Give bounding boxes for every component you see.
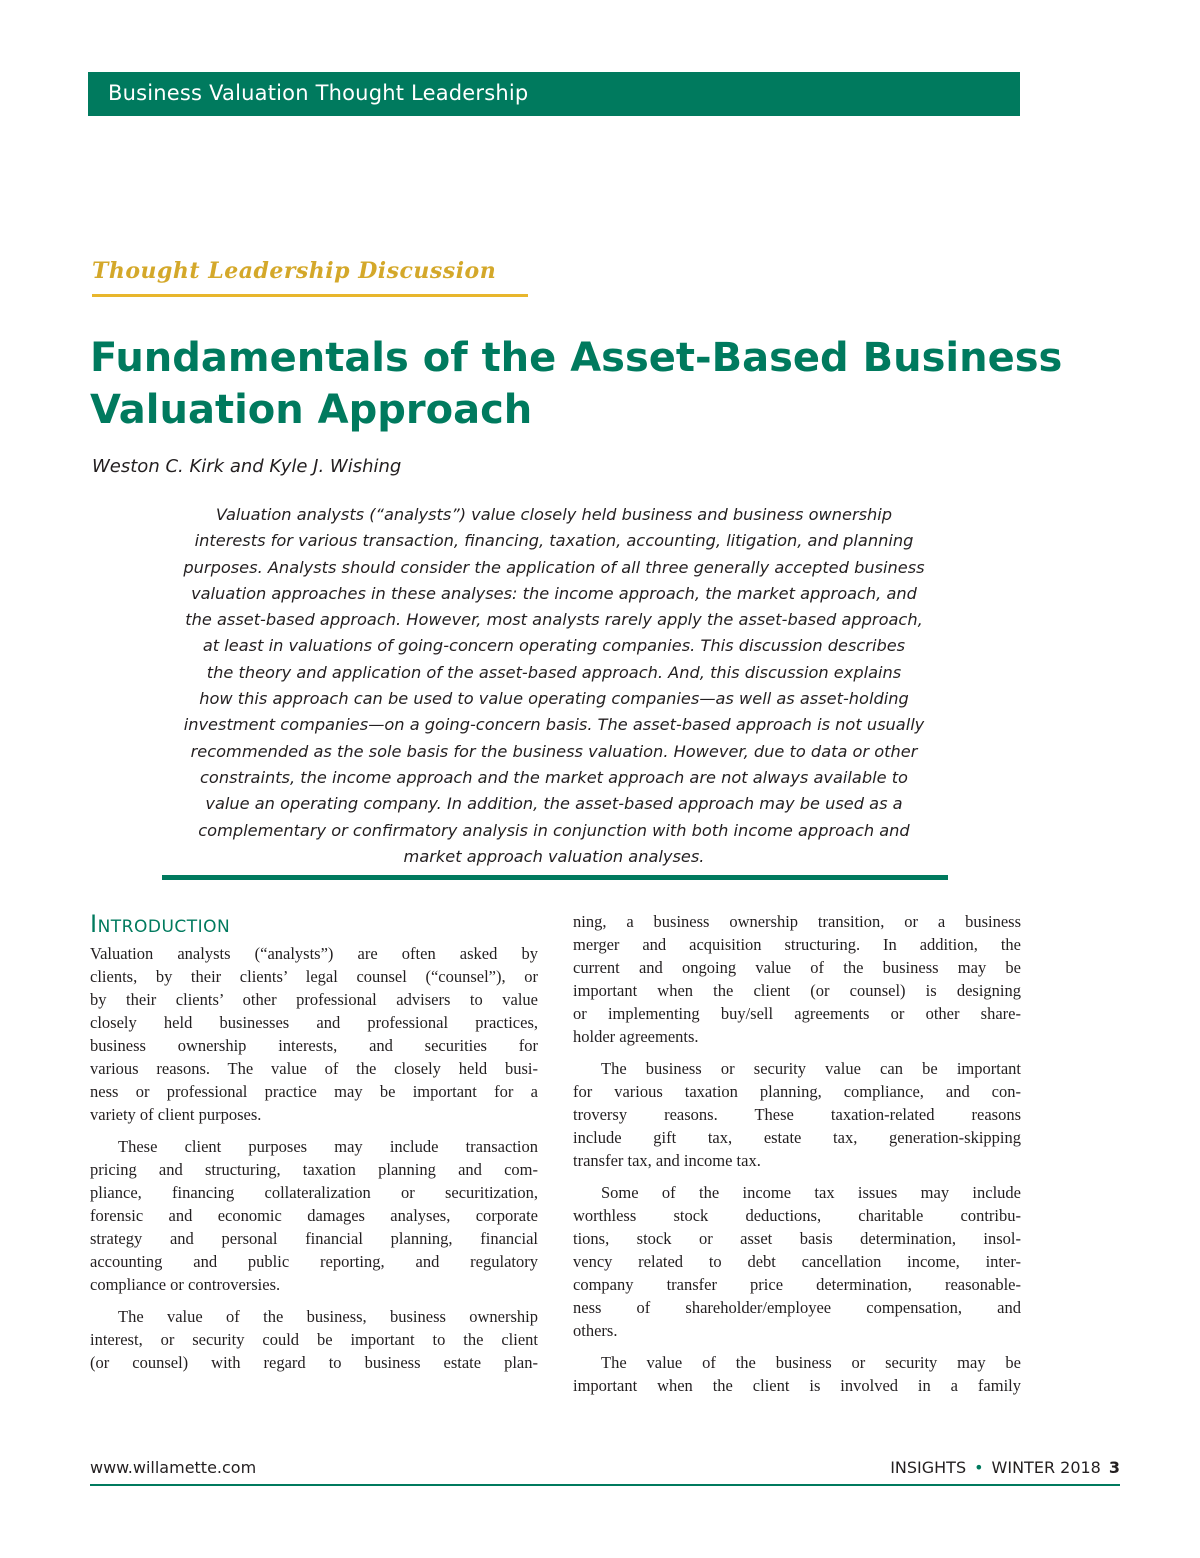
text-line: closely held businesses and professional practices, <box>90 1013 538 1032</box>
text-line: interest, or security could be important to the client <box>90 1330 538 1349</box>
text-line: company transfer price determination, reasonable- <box>573 1275 1021 1294</box>
issue-date: WINTER 2018 <box>991 1458 1101 1477</box>
text-line: business ownership interests, and securities for <box>90 1036 538 1055</box>
paragraph-gap <box>573 1342 1021 1351</box>
abstract-line: the theory and application of the asset-based approach. And, this discussion explains <box>206 662 902 682</box>
abstract-line: value an operating company. In addition, the asset-based approach may be used as a <box>205 794 903 814</box>
body-paragraph <box>573 1351 1021 1397</box>
abstract-line: interests for various transaction, financing, taxation, accounting, litigation, and planning <box>194 531 914 551</box>
body-paragraph <box>573 1181 1021 1342</box>
text-line: ness of shareholder/employee compensation, and <box>573 1298 1021 1317</box>
abstract-line: the asset-based approach. However, most analysts rarely apply the asset-based approach, <box>185 610 923 630</box>
body-column-right <box>573 910 1021 1397</box>
text-line: pliance, financing collateralization or securitization, <box>90 1183 538 1202</box>
abstract-line: valuation approaches in these analyses: the income approach, the market approach, and <box>191 583 917 603</box>
text-line: (or counsel) with regard to business estate plan- <box>90 1353 538 1372</box>
text-line: accounting and public reporting, and regulatory <box>90 1252 538 1271</box>
body-column-left <box>90 910 538 1374</box>
abstract-divider <box>162 875 948 880</box>
body-paragraph <box>90 942 538 1126</box>
text-line: The business or security value can be important <box>601 1059 1021 1078</box>
text-line: important when the client is involved in a family <box>573 1376 1021 1395</box>
text-line: compliance or controversies. <box>90 1275 281 1294</box>
abstract-line: purposes. Analysts should consider the application of all three generally accepted business <box>183 557 925 577</box>
text-line: The value of the business or security may be <box>601 1353 1021 1372</box>
paragraph-gap <box>573 1172 1021 1181</box>
text-line: vency related to debt cancellation income, inter- <box>573 1252 1021 1271</box>
footer-website-link[interactable]: www.willamette.com <box>90 1458 257 1477</box>
abstract-line: market approach valuation analyses. <box>403 846 705 866</box>
text-line: The value of the business, business ownership <box>118 1307 538 1326</box>
text-line: or implementing buy/sell agreements or other share- <box>573 1004 1021 1023</box>
abstract-line: investment companies—on a going-concern basis. The asset-based approach is not usually <box>183 715 925 735</box>
text-line: worthless stock deductions, charitable contribu- <box>573 1206 1021 1225</box>
text-line: various reasons. The value of the closely held busi- <box>90 1059 538 1078</box>
separator-bullet: • <box>974 1458 984 1477</box>
abstract-line: at least in valuations of going-concern operating companies. This discussion describes <box>202 636 906 656</box>
paragraph-gap <box>573 1048 1021 1057</box>
text-line: transfer tax, and income tax. <box>573 1151 761 1170</box>
article-kicker: Thought Leadership Discussion <box>92 258 528 297</box>
text-line: important when the client (or counsel) is designing <box>573 981 1021 1000</box>
article-title <box>90 332 1063 436</box>
text-line: troversy reasons. These taxation-related reasons <box>573 1105 1021 1124</box>
text-line: for various taxation planning, compliance, and con- <box>573 1082 1021 1101</box>
page-number: 3 <box>1108 1458 1120 1477</box>
text-line: current and ongoing value of the business may be <box>573 958 1021 977</box>
abstract-line: Valuation analysts (“analysts”) value closely held business and business ownership <box>215 505 893 524</box>
paragraph-gap <box>90 1126 538 1135</box>
text-line: Valuation analysts (“analysts”) are often asked by <box>90 944 538 963</box>
abstract-line: recommended as the sole basis for the business valuation. However, due to data or other <box>190 741 918 761</box>
text-line: include gift tax, estate tax, generation-skipping <box>573 1128 1021 1147</box>
abstract-line: how this approach can be used to value operating companies—as well as asset-holding <box>199 689 909 709</box>
title-line: Fundamentals of the Asset-Based Business <box>90 335 1063 381</box>
body-paragraph <box>573 910 1021 1048</box>
abstract-line: constraints, the income approach and the market approach are not always available to <box>200 767 908 787</box>
body-paragraph <box>90 1135 538 1296</box>
text-line: merger and acquisition structuring. In addition, the <box>573 935 1021 954</box>
body-paragraph <box>573 1057 1021 1172</box>
text-line: clients, by their clients’ legal counsel (“counsel”), or <box>90 967 538 986</box>
text-line: Some of the income tax issues may include <box>601 1183 1021 1202</box>
article-authors: Weston C. Kirk and Kyle J. Wishing <box>92 456 402 477</box>
text-line: variety of client purposes. <box>90 1105 262 1124</box>
abstract-line: complementary or confirmatory analysis in conjunction with both income approach and <box>198 820 910 840</box>
text-line: pricing and structuring, taxation planning and com- <box>90 1160 538 1179</box>
text-line: others. <box>573 1321 618 1340</box>
text-line: strategy and personal financial planning, financial <box>90 1229 538 1248</box>
text-line: holder agreements. <box>573 1027 699 1046</box>
text-line: by their clients’ other professional advisers to value <box>90 990 538 1009</box>
article-abstract <box>128 502 980 870</box>
section-label: Business Valuation Thought Leadership <box>108 81 529 105</box>
text-line: ness or professional practice may be important for a <box>90 1082 538 1101</box>
paragraph-gap <box>90 1296 538 1305</box>
section-heading: Introduction <box>90 910 231 938</box>
text-line: ning, a business ownership transition, or a business <box>573 912 1021 931</box>
title-line: Valuation Approach <box>90 387 533 433</box>
text-line: These client purposes may include transaction <box>118 1137 538 1156</box>
text-line: tions, stock or asset basis determination, insol- <box>573 1229 1021 1248</box>
body-paragraph <box>90 1305 538 1374</box>
text-line: forensic and economic damages analyses, corporate <box>90 1206 538 1225</box>
publication-name: INSIGHTS <box>890 1458 967 1477</box>
footer-issue-info <box>890 1458 1120 1477</box>
section-header-bar <box>88 72 1020 116</box>
footer-divider <box>90 1484 1120 1486</box>
